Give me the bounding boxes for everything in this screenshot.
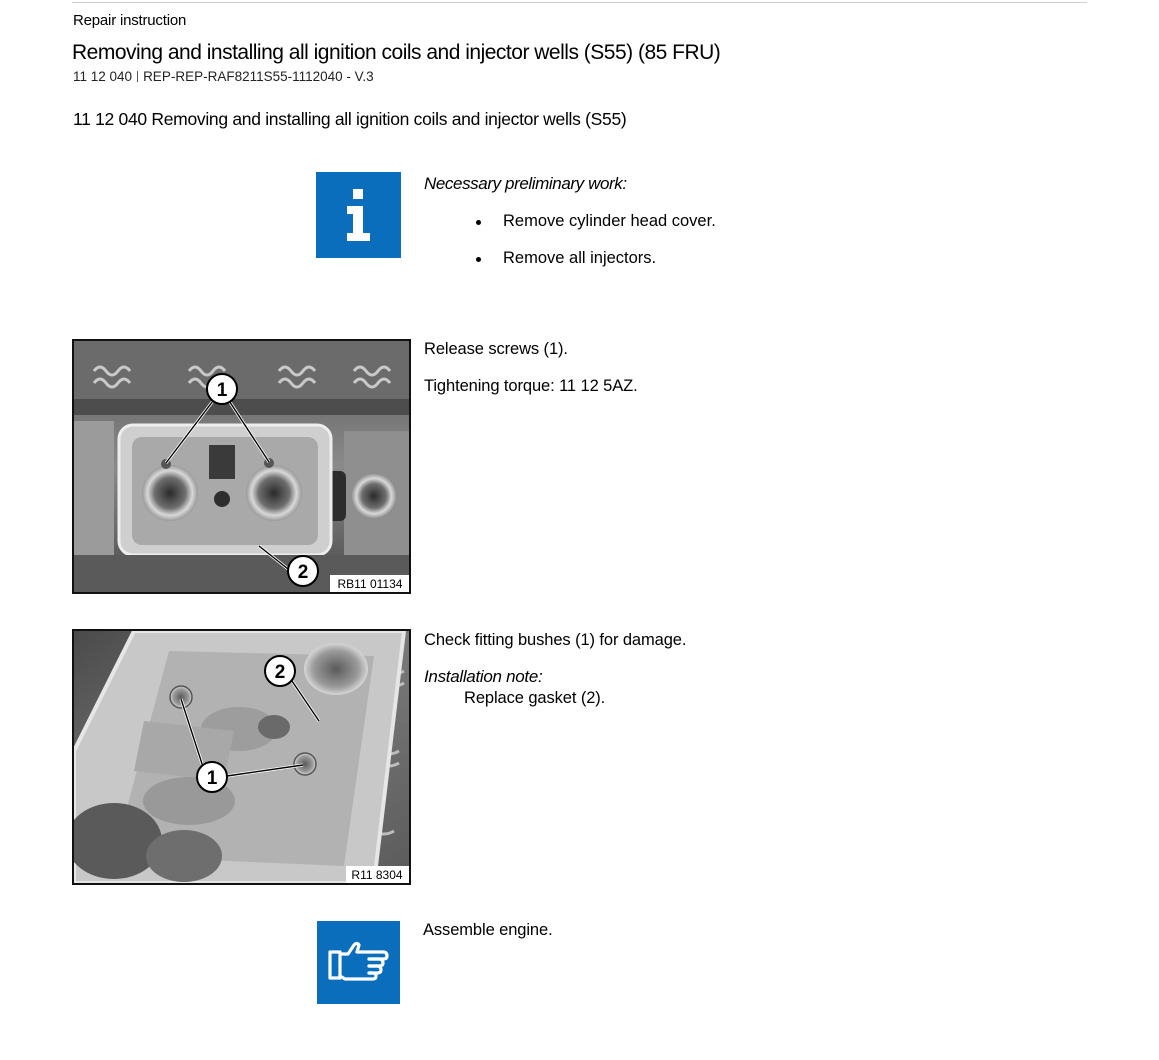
step-text: Check fitting bushes (1) for damage.	[424, 631, 687, 649]
bullet-dot	[476, 257, 481, 262]
callout-label: 1	[216, 380, 228, 401]
pointing-hand-icon	[317, 921, 400, 1004]
page-title: Removing and installing all ignition coils and injector wells (S55) (85 FRU)	[72, 41, 721, 64]
ref-number: 11 12 040	[73, 69, 133, 84]
ref-separator	[137, 71, 138, 82]
callout-label: 2	[274, 662, 286, 683]
callout-1	[197, 762, 227, 792]
doc-type-label: Repair instruction	[73, 12, 187, 29]
bullet-dot	[476, 220, 481, 225]
figure-code: RB11 01134	[337, 577, 403, 591]
callout-label: 2	[297, 562, 309, 583]
list-item-text: Remove cylinder head cover.	[503, 212, 716, 230]
step-text: Release screws (1).	[424, 340, 568, 358]
figure-fitting-bushes	[72, 629, 411, 885]
ref-code: REP-REP-RAF8211S55-1112040 - V.3	[143, 69, 374, 84]
callout-2	[288, 556, 318, 586]
installation-note-heading: Installation note:	[424, 667, 543, 686]
preliminary-heading: Necessary preliminary work:	[424, 174, 627, 193]
info-icon	[316, 172, 401, 258]
final-step-text: Assemble engine.	[423, 921, 553, 939]
section-title: 11 12 040 Removing and installing all ignition coils and injector wells (S55)	[73, 109, 627, 129]
figure-screw-locations	[72, 339, 411, 594]
torque-text: Tightening torque: 11 12 5AZ.	[424, 377, 638, 395]
doc-reference	[73, 69, 374, 84]
callout-2	[265, 656, 295, 686]
installation-note-text: Replace gasket (2).	[464, 689, 606, 707]
callout-label: 1	[206, 768, 218, 789]
top-divider	[72, 2, 1087, 3]
callout-1	[207, 374, 237, 404]
figure-code: R11 8304	[351, 868, 403, 882]
list-item-text: Remove all injectors.	[503, 249, 657, 267]
